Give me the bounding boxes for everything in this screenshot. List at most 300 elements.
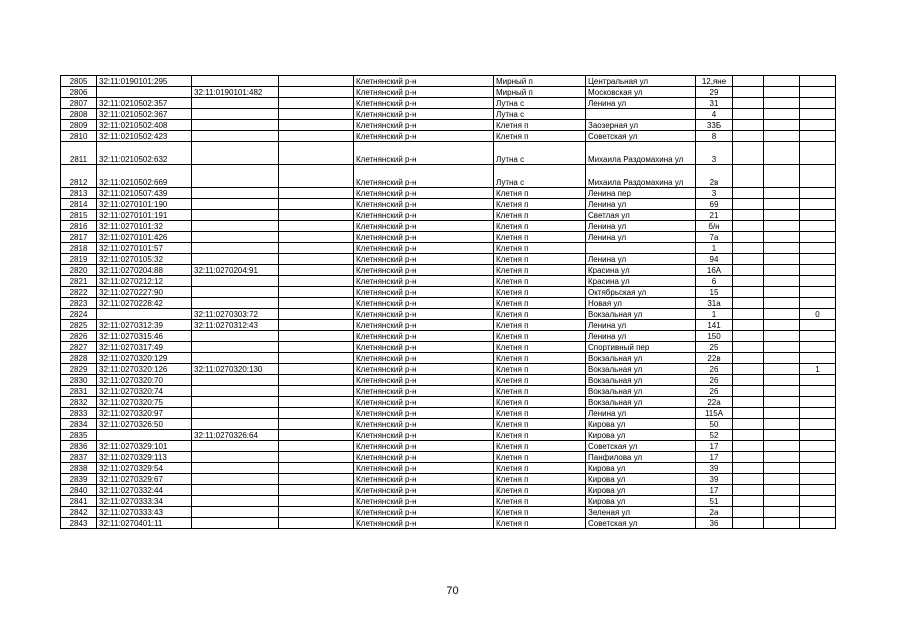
house-number-cell: 26 [696,386,733,397]
street-cell: Панфилова ул [586,452,696,463]
cadastral-number-cell: 32:11:0270315:46 [97,331,192,342]
street-cell: Ленина ул [586,408,696,419]
settlement-cell: Клетня п [494,210,586,221]
empty-cell [733,98,764,109]
settlement-cell: Клетня п [494,518,586,529]
empty-cell [279,142,354,165]
row-number-cell: 2810 [61,131,97,142]
empty-cell [733,518,764,529]
settlement-cell: Клетня п [494,342,586,353]
row-number-cell: 2816 [61,221,97,232]
district-cell: Клетнянский р-н [354,265,494,276]
house-number-cell: 22в [696,353,733,364]
empty-cell [764,109,800,120]
related-cadastral-number-cell [192,243,279,254]
empty-cell [279,254,354,265]
cadastral-number-cell: 32:11:0270101:190 [97,199,192,210]
cadastral-number-cell: 32:11:0270329:113 [97,452,192,463]
row-number-cell: 2835 [61,430,97,441]
cadastral-number-cell: 32:11:0270101:57 [97,243,192,254]
house-number-cell: 51 [696,496,733,507]
house-number-cell: 1 [696,243,733,254]
related-cadastral-number-cell [192,188,279,199]
empty-cell [733,397,764,408]
empty-cell [279,165,354,188]
house-number-cell: 25 [696,342,733,353]
table-row [61,353,836,364]
settlement-cell: Клетня п [494,254,586,265]
street-cell: Вокзальная ул [586,353,696,364]
street-cell: Вокзальная ул [586,309,696,320]
settlement-cell: Клетня п [494,375,586,386]
flag-cell [800,221,836,232]
flag-cell [800,386,836,397]
cadastral-number-cell: 32:11:0270317:49 [97,342,192,353]
empty-cell [764,320,800,331]
table-row [61,98,836,109]
settlement-cell: Клетня п [494,441,586,452]
empty-cell [279,287,354,298]
settlement-cell: Клетня п [494,397,586,408]
related-cadastral-number-cell [192,452,279,463]
empty-cell [764,221,800,232]
table-row [61,507,836,518]
settlement-cell: Клетня п [494,199,586,210]
flag-cell [800,496,836,507]
row-number-cell: 2833 [61,408,97,419]
empty-cell [733,87,764,98]
street-cell: Ленина ул [586,254,696,265]
empty-cell [764,430,800,441]
house-number-cell: 31а [696,298,733,309]
row-number-cell: 2805 [61,76,97,87]
row-number-cell: 2818 [61,243,97,254]
empty-cell [764,210,800,221]
flag-cell [800,518,836,529]
district-cell: Клетнянский р-н [354,188,494,199]
house-number-cell: б/н [696,221,733,232]
empty-cell [733,309,764,320]
empty-cell [733,109,764,120]
settlement-cell: Мирный п [494,87,586,98]
cadastral-number-cell: 32:11:0270101:32 [97,221,192,232]
flag-cell [800,474,836,485]
table-row [61,496,836,507]
empty-cell [733,142,764,165]
empty-cell [733,221,764,232]
house-number-cell: 3 [696,188,733,199]
cadastral-number-cell: 32:11:0270204:88 [97,265,192,276]
house-number-cell: 115А [696,408,733,419]
empty-cell [733,188,764,199]
district-cell: Клетнянский р-н [354,254,494,265]
row-number-cell: 2842 [61,507,97,518]
settlement-cell: Клетня п [494,265,586,276]
empty-cell [764,342,800,353]
flag-cell: 0 [800,309,836,320]
flag-cell [800,165,836,188]
house-number-cell: 16А [696,265,733,276]
related-cadastral-number-cell [192,342,279,353]
district-cell: Клетнянский р-н [354,109,494,120]
empty-cell [733,76,764,87]
house-number-cell: 29 [696,87,733,98]
street-cell: Красина ул [586,276,696,287]
house-number-cell: 17 [696,452,733,463]
empty-cell [764,165,800,188]
street-cell: Кирова ул [586,496,696,507]
empty-cell [279,232,354,243]
row-number-cell: 2836 [61,441,97,452]
settlement-cell: Клетня п [494,188,586,199]
property-register-table [60,75,836,529]
empty-cell [764,309,800,320]
empty-cell [733,496,764,507]
table-row [61,142,836,165]
flag-cell [800,342,836,353]
house-number-cell: 141 [696,320,733,331]
empty-cell [733,452,764,463]
empty-cell [279,76,354,87]
related-cadastral-number-cell: 32:11:0190101:482 [192,87,279,98]
empty-cell [733,287,764,298]
empty-cell [279,474,354,485]
district-cell: Клетнянский р-н [354,375,494,386]
table-row [61,87,836,98]
row-number-cell: 2841 [61,496,97,507]
district-cell: Клетнянский р-н [354,397,494,408]
settlement-cell: Клетня п [494,276,586,287]
street-cell [586,243,696,254]
flag-cell [800,131,836,142]
flag-cell [800,397,836,408]
empty-cell [279,452,354,463]
house-number-cell: 2в [696,165,733,188]
flag-cell [800,441,836,452]
empty-cell [733,243,764,254]
table-row [61,386,836,397]
house-number-cell: 7а [696,232,733,243]
cadastral-number-cell: 32:11:0270320:70 [97,375,192,386]
related-cadastral-number-cell [192,496,279,507]
house-number-cell: 69 [696,199,733,210]
house-number-cell: 39 [696,463,733,474]
cadastral-number-cell: 32:11:0270228:42 [97,298,192,309]
row-number-cell: 2807 [61,98,97,109]
empty-cell [733,276,764,287]
table-row [61,232,836,243]
related-cadastral-number-cell: 32:11:0270326:64 [192,430,279,441]
empty-cell [764,87,800,98]
cadastral-number-cell: 32:11:0270101:426 [97,232,192,243]
settlement-cell: Клетня п [494,386,586,397]
street-cell: Кирова ул [586,463,696,474]
empty-cell [733,430,764,441]
cadastral-number-cell: 32:11:0270332:44 [97,485,192,496]
empty-cell [279,243,354,254]
table-row [61,463,836,474]
flag-cell [800,485,836,496]
row-number-cell: 2828 [61,353,97,364]
table-row [61,287,836,298]
empty-cell [279,364,354,375]
empty-cell [733,408,764,419]
house-number-cell: 26 [696,364,733,375]
flag-cell [800,276,836,287]
cadastral-number-cell [97,87,192,98]
empty-cell [733,254,764,265]
table-row [61,221,836,232]
empty-cell [764,287,800,298]
empty-cell [279,120,354,131]
settlement-cell: Клетня п [494,496,586,507]
settlement-cell: Клетня п [494,452,586,463]
related-cadastral-number-cell [192,386,279,397]
cadastral-number-cell: 32:11:0270329:54 [97,463,192,474]
settlement-cell: Лутна с [494,142,586,165]
street-cell: Кирова ул [586,430,696,441]
settlement-cell: Клетня п [494,221,586,232]
empty-cell [764,485,800,496]
flag-cell [800,98,836,109]
district-cell: Клетнянский р-н [354,353,494,364]
street-cell: Новая ул [586,298,696,309]
district-cell: Клетнянский р-н [354,309,494,320]
empty-cell [733,342,764,353]
flag-cell [800,243,836,254]
flag-cell [800,210,836,221]
cadastral-number-cell: 32:11:0270326:50 [97,419,192,430]
district-cell: Клетнянский р-н [354,320,494,331]
empty-cell [279,188,354,199]
row-number-cell: 2811 [61,142,97,165]
district-cell: Клетнянский р-н [354,199,494,210]
empty-cell [764,265,800,276]
district-cell: Клетнянский р-н [354,496,494,507]
empty-cell [279,408,354,419]
row-number-cell: 2837 [61,452,97,463]
related-cadastral-number-cell [192,441,279,452]
district-cell: Клетнянский р-н [354,287,494,298]
related-cadastral-number-cell [192,142,279,165]
street-cell: Красина ул [586,265,696,276]
house-number-cell: 12,яне [696,76,733,87]
flag-cell [800,507,836,518]
row-number-cell: 2827 [61,342,97,353]
related-cadastral-number-cell [192,463,279,474]
district-cell: Клетнянский р-н [354,452,494,463]
related-cadastral-number-cell [192,98,279,109]
house-number-cell: 15 [696,287,733,298]
related-cadastral-number-cell [192,298,279,309]
related-cadastral-number-cell [192,419,279,430]
empty-cell [764,474,800,485]
related-cadastral-number-cell: 32:11:0270320:130 [192,364,279,375]
street-cell [586,109,696,120]
row-number-cell: 2823 [61,298,97,309]
empty-cell [733,386,764,397]
empty-cell [279,331,354,342]
table-body [61,76,836,529]
related-cadastral-number-cell [192,287,279,298]
empty-cell [279,375,354,386]
cadastral-number-cell: 32:11:0210502:367 [97,109,192,120]
street-cell: Ленина ул [586,232,696,243]
table-row [61,518,836,529]
street-cell: Ленина пер [586,188,696,199]
table-row [61,342,836,353]
flag-cell [800,254,836,265]
table-row [61,188,836,199]
row-number-cell: 2834 [61,419,97,430]
empty-cell [764,375,800,386]
settlement-cell: Клетня п [494,243,586,254]
row-number-cell: 2824 [61,309,97,320]
table-row [61,430,836,441]
row-number-cell: 2820 [61,265,97,276]
cadastral-number-cell: 32:11:0270320:126 [97,364,192,375]
street-cell: Центральная ул [586,76,696,87]
cadastral-number-cell: 32:11:0270101:191 [97,210,192,221]
cadastral-number-cell: 32:11:0270227:90 [97,287,192,298]
table-row [61,309,836,320]
table-row [61,419,836,430]
empty-cell [733,419,764,430]
district-cell: Клетнянский р-н [354,474,494,485]
empty-cell [733,131,764,142]
house-number-cell: 22а [696,397,733,408]
row-number-cell: 2817 [61,232,97,243]
settlement-cell: Клетня п [494,364,586,375]
street-cell: Вокзальная ул [586,364,696,375]
flag-cell [800,265,836,276]
cadastral-number-cell: 32:11:0270329:67 [97,474,192,485]
flag-cell [800,188,836,199]
house-number-cell: 52 [696,430,733,441]
district-cell: Клетнянский р-н [354,120,494,131]
house-number-cell: 21 [696,210,733,221]
street-cell: Ленина ул [586,320,696,331]
row-number-cell: 2812 [61,165,97,188]
empty-cell [733,441,764,452]
related-cadastral-number-cell [192,397,279,408]
related-cadastral-number-cell: 32:11:0270204:91 [192,265,279,276]
empty-cell [733,474,764,485]
flag-cell [800,353,836,364]
street-cell: Спортивный пер [586,342,696,353]
row-number-cell: 2826 [61,331,97,342]
street-cell: Советская ул [586,441,696,452]
related-cadastral-number-cell [192,408,279,419]
flag-cell [800,142,836,165]
settlement-cell: Клетня п [494,474,586,485]
cadastral-number-cell: 32:11:0270333:43 [97,507,192,518]
row-number-cell: 2815 [61,210,97,221]
house-number-cell: 17 [696,485,733,496]
empty-cell [764,331,800,342]
empty-cell [733,165,764,188]
related-cadastral-number-cell [192,507,279,518]
empty-cell [764,76,800,87]
empty-cell [764,142,800,165]
district-cell: Клетнянский р-н [354,232,494,243]
settlement-cell: Клетня п [494,485,586,496]
row-number-cell: 2832 [61,397,97,408]
house-number-cell: 39 [696,474,733,485]
row-number-cell: 2840 [61,485,97,496]
related-cadastral-number-cell [192,375,279,386]
table-row [61,331,836,342]
settlement-cell: Клетня п [494,408,586,419]
empty-cell [764,353,800,364]
district-cell: Клетнянский р-н [354,276,494,287]
empty-cell [279,109,354,120]
empty-cell [279,265,354,276]
related-cadastral-number-cell [192,131,279,142]
street-cell: Ленина ул [586,331,696,342]
flag-cell [800,463,836,474]
street-cell: Кирова ул [586,419,696,430]
street-cell: Вокзальная ул [586,397,696,408]
empty-cell [279,441,354,452]
table-row [61,474,836,485]
related-cadastral-number-cell [192,254,279,265]
table-row [61,265,836,276]
empty-cell [279,298,354,309]
district-cell: Клетнянский р-н [354,131,494,142]
house-number-cell: 33Б [696,120,733,131]
related-cadastral-number-cell: 32:11:0270312:43 [192,320,279,331]
cadastral-number-cell: 32:11:0270320:74 [97,386,192,397]
district-cell: Клетнянский р-н [354,463,494,474]
district-cell: Клетнянский р-н [354,507,494,518]
table-row [61,76,836,87]
house-number-cell: 6 [696,276,733,287]
empty-cell [279,463,354,474]
district-cell: Клетнянский р-н [354,76,494,87]
settlement-cell: Клетня п [494,430,586,441]
street-cell: Светлая ул [586,210,696,221]
flag-cell [800,430,836,441]
district-cell: Клетнянский р-н [354,485,494,496]
empty-cell [279,131,354,142]
empty-cell [733,210,764,221]
table-row [61,364,836,375]
row-number-cell: 2829 [61,364,97,375]
street-cell: Московская ул [586,87,696,98]
related-cadastral-number-cell [192,210,279,221]
row-number-cell: 2809 [61,120,97,131]
settlement-cell: Клетня п [494,507,586,518]
flag-cell [800,109,836,120]
district-cell: Клетнянский р-н [354,342,494,353]
table-row [61,199,836,210]
empty-cell [764,243,800,254]
district-cell: Клетнянский р-н [354,386,494,397]
related-cadastral-number-cell [192,232,279,243]
street-cell: Октябрьская ул [586,287,696,298]
row-number-cell: 2808 [61,109,97,120]
empty-cell [279,518,354,529]
cadastral-number-cell: 32:11:0270401:11 [97,518,192,529]
empty-cell [279,353,354,364]
empty-cell [764,98,800,109]
related-cadastral-number-cell [192,331,279,342]
row-number-cell: 2819 [61,254,97,265]
house-number-cell: 94 [696,254,733,265]
table-row [61,485,836,496]
row-number-cell: 2830 [61,375,97,386]
